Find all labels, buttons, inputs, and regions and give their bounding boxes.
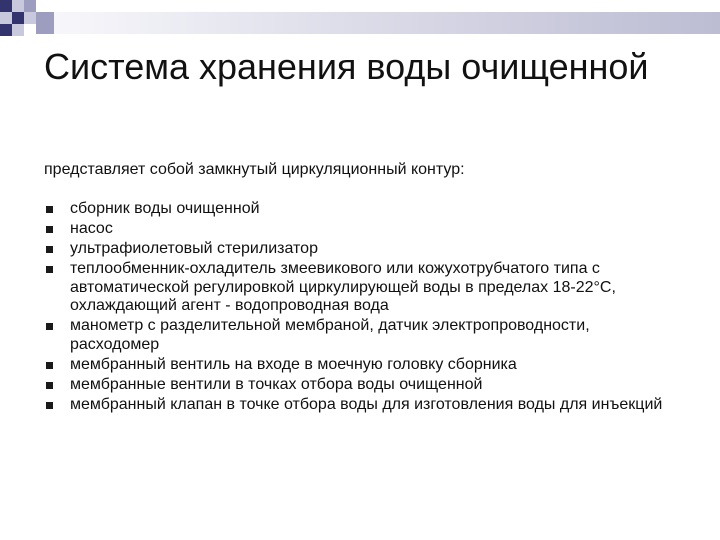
list-item-text: манометр с разделительной мембраной, датчик электропроводности, расходомер: [70, 317, 590, 353]
component-list: [42, 200, 682, 416]
square-bullet-icon: [46, 382, 53, 389]
decor-square-8: [0, 24, 12, 36]
decor-square-9: [12, 24, 24, 36]
decor-square-3: [24, 0, 36, 12]
decor-square-7: [36, 12, 54, 34]
list-item-text: мембранный клапан в точке отбора воды для изготовления воды для инъекций: [70, 396, 663, 414]
decor-square-2: [12, 0, 24, 12]
square-bullet-icon: [46, 266, 53, 273]
slide-title: Система хранения воды очищенной: [44, 46, 649, 87]
list-item-text: мембранные вентили в точках отбора воды очищенной: [70, 376, 483, 394]
list-item: [42, 260, 682, 316]
list-item-text: мембранный вентиль на входе в моечную головку сборника: [70, 355, 517, 373]
header-gradient-bar: [54, 12, 720, 34]
list-item: [42, 396, 682, 415]
list-item-text: насос: [70, 220, 113, 238]
list-item-text: сборник воды очищенной: [70, 200, 260, 217]
list-item: [42, 317, 682, 354]
square-bullet-icon: [46, 246, 53, 253]
list-item: [42, 376, 682, 395]
list-item-text: ультрафиолетовый стерилизатор: [70, 240, 318, 258]
decor-square-4: [0, 12, 12, 24]
list-item: [42, 356, 682, 375]
square-bullet-icon: [46, 206, 53, 213]
slide-subtitle: представляет собой замкнутый циркуляционный контур:: [44, 161, 465, 178]
list-item: [42, 200, 682, 219]
decor-square-6: [24, 12, 36, 24]
decor-square-1: [0, 0, 12, 12]
list-item: [42, 240, 682, 259]
square-bullet-icon: [46, 402, 53, 409]
square-bullet-icon: [46, 323, 53, 330]
list-item-text: теплообменник-охладитель змеевикового или кожухотрубчатого типа с автоматической регулировкой циркулирующей воды в пределах 18-22°С, охлаждающий агент - водопроводная вода: [70, 260, 616, 315]
list-item: [42, 220, 682, 239]
square-bullet-icon: [46, 226, 53, 233]
square-bullet-icon: [46, 362, 53, 369]
decor-square-5: [12, 12, 24, 24]
